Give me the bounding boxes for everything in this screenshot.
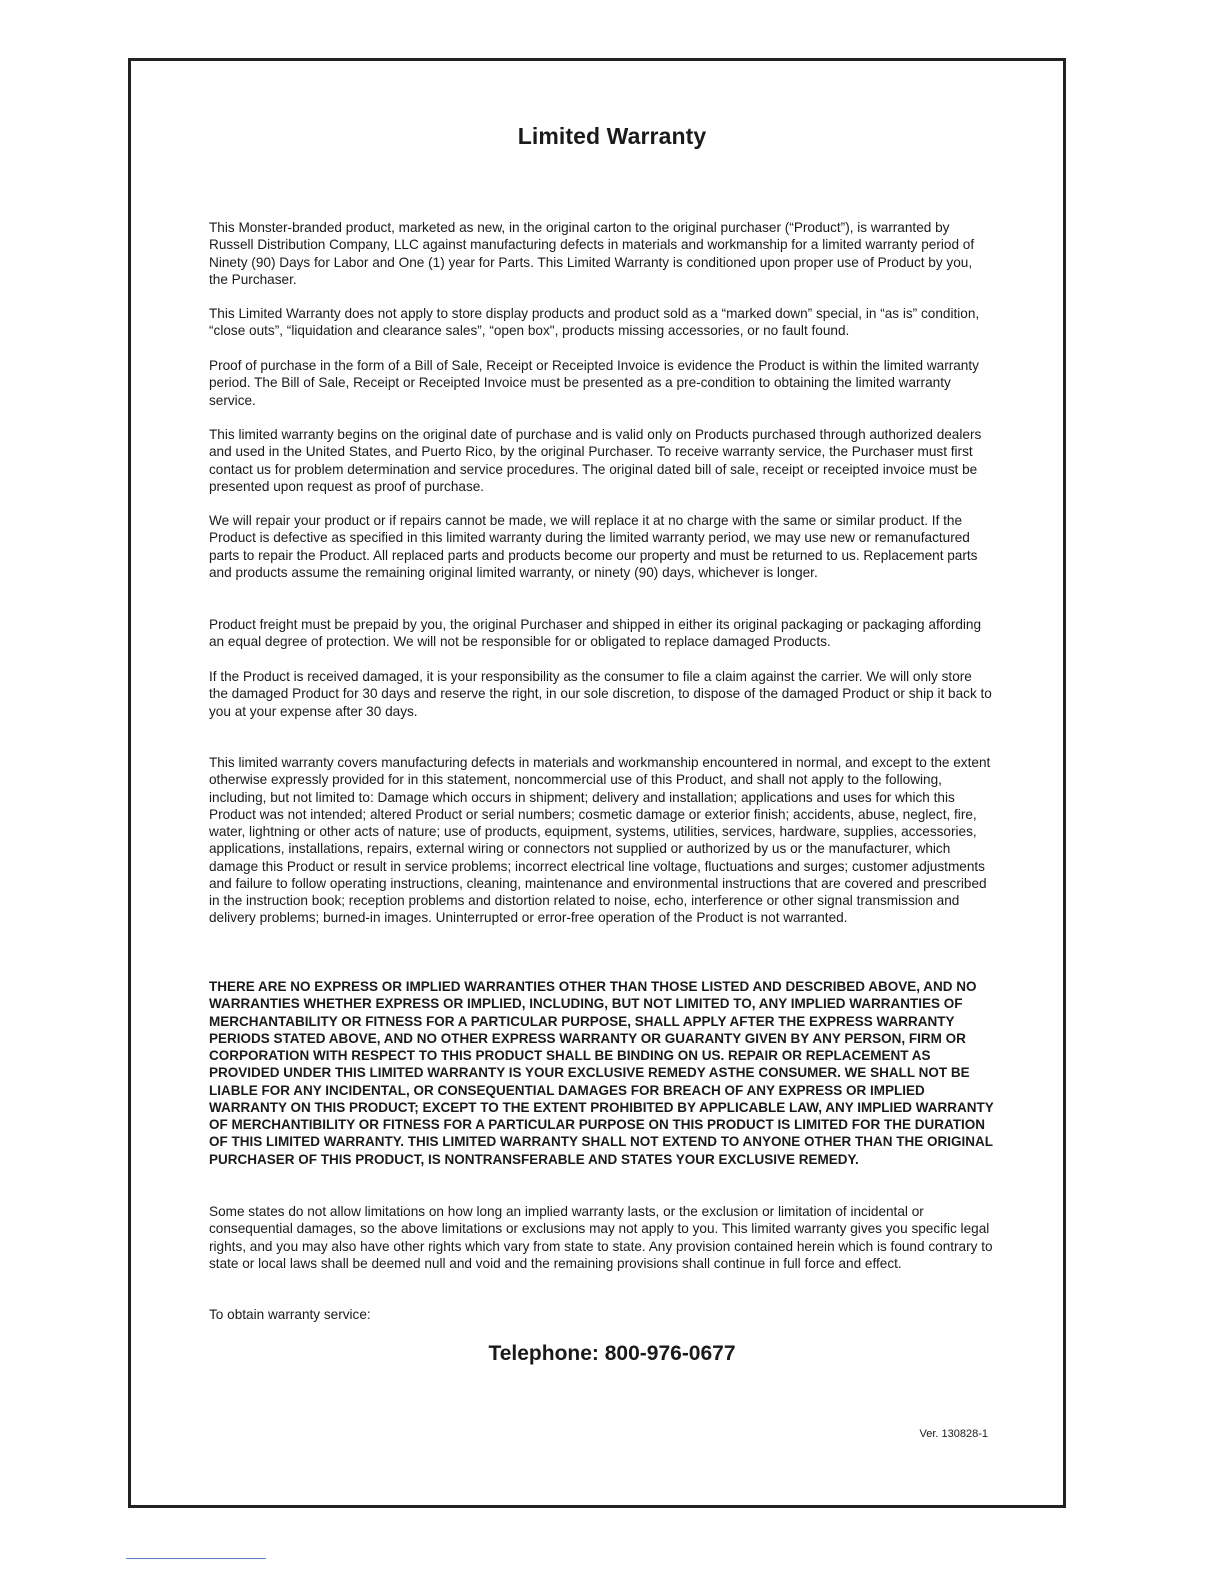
paragraph: We will repair your product or if repairs cannot be made, we will replace it at no charge with the same or similar product. If the Product is defective as specified in this limited warranty during the limited warranty period, we may use new or remanufactured parts to repair the Product. All replaced parts and products become our property and must be returned to us. Replacement parts and products assume the remaining original limited warranty, or ninety (90) days, whichever is longer.: [209, 513, 978, 580]
paragraph: This limited warranty begins on the original date of purchase and is valid only on Products purchased through authorized dealers and used in the United States, and Puerto Rico, by the original Purchaser. To receive warranty service, the Purchaser must first contact us for problem determination and service procedures. The original dated bill of sale, receipt or receipted invoice must be presented upon request as proof of purchase.: [209, 427, 982, 494]
paragraph: Proof of purchase in the form of a Bill of Sale, Receipt or Receipted Invoice is evidence the Product is within the limited warranty period. The Bill of Sale, Receipt or Receipted Invoice must be presented as a pre-condition to obtaining the limited warranty service.: [209, 358, 979, 408]
paragraph-disclaimer: [209, 978, 994, 1168]
paragraph-damaged-product: [209, 668, 994, 720]
paragraph-repair-replace: [209, 512, 994, 581]
paragraph: This Monster-branded product, marketed as new, in the original carton to the original purchaser (“Product”), is warranted by Russell Distribution Company, LLC against manufacturing defects in materials and workmanship for a limited warranty period of Ninety (90) Days for Labor and One (1) year for Parts. This Limited Warranty is conditioned upon proper use of Product by you, the Purchaser.: [209, 220, 975, 287]
version-label: Ver. 130828-1: [919, 1428, 988, 1440]
paragraph: This Limited Warranty does not apply to store display products and product sold as a “marked down” special, in “as is” condition, “close outs”, “liquidation and clearance sales”, “open box", products missing accessories, or no fault found.: [209, 306, 980, 339]
paragraph-state-rights: [209, 1203, 994, 1272]
paragraph-warranty-begins: [209, 426, 994, 495]
paragraph: This limited warranty covers manufacturing defects in materials and workmanship encountered in normal, and except to the extent otherwise expressly provided for in this statement, noncommercial use of this Product, and shall not apply to the following, including, but not limited to: Damage which occurs in shipment; delivery and installation; applications and uses for which this Product was not intended; altered Product or serial numbers; cosmetic damage or exterior finish; accidents, abuse, neglect, fire, water, lightning or other acts of nature; use of products, equipment, systems, utilities, services, hardware, supplies, accessories, applications, installations, repairs, external wiring or connectors not supplied or authorized by us or the manufacturer, which damage this Product or result in service problems; incorrect electrical line voltage, fluctuations and surges; customer adjustments and failure to follow operating instructions, cleaning, maintenance and environmental instructions that are covered and prescribed in the instruction book; reception problems and distortion related to noise, echo, interference or other signal transmission and delivery problems; burned-in images. Uninterrupted or error-free operation of the Product is not warranted.: [209, 755, 991, 926]
footer-rule: [126, 1558, 266, 1559]
paragraph: THERE ARE NO EXPRESS OR IMPLIED WARRANTIES OTHER THAN THOSE LISTED AND DESCRIBED ABOVE, AND NO WARRANTIES WHETHER EXPRESS OR IMPLIED, INCLUDING, BUT NOT LIMITED TO, ANY IMPLIED WARRANTIES OF MERCHANTABILITY OR FITNESS FOR A PARTICULAR PURPOSE, SHALL APPLY AFTER THE EXPRESS WARRANTY PERIODS STATED ABOVE, AND NO OTHER EXPRESS WARRANTY OR GUARANTY GIVEN BY ANY PERSON, FIRM OR CORPORATION WITH RESPECT TO THIS PRODUCT SHALL BE BINDING ON US. REPAIR OR REPLACEMENT AS PROVIDED UNDER THIS LIMITED WARRANTY IS YOUR EXCLUSIVE REMEDY ASTHE CONSUMER. WE SHALL NOT BE LIABLE FOR ANY INCIDENTAL, OR CONSEQUENTIAL DAMAGES FOR BREACH OF ANY EXPRESS OR IMPLIED WARRANTY ON THIS PRODUCT; EXCEPT TO THE EXTENT PROHIBITED BY APPLICABLE LAW, ANY IMPLIED WARRANTY OF MERCHANTIBILITY OR FITNESS FOR A PARTICULAR PURPOSE ON THIS PRODUCT IS LIMITED FOR THE DURATION OF THIS LIMITED WARRANTY. THIS LIMITED WARRANTY SHALL NOT EXTEND TO ANYONE OTHER THAN THE ORIGINAL PURCHASER OF THIS PRODUCT, IS NONTRANSFERABLE AND STATES YOUR EXCLUSIVE REMEDY.: [209, 979, 994, 1167]
paragraph-exclusions-display: [209, 305, 994, 340]
paragraph-proof-of-purchase: [209, 357, 994, 409]
paragraph: If the Product is received damaged, it is your responsibility as the consumer to file a claim against the carrier. We will only store the damaged Product for 30 days and reserve the right, in our sole discretion, to dispose of the damaged Product or ship it back to you at your expense after 30 days.: [209, 669, 992, 719]
telephone-number: Telephone: 800-976-0677: [488, 1342, 736, 1365]
paragraph-freight: [209, 616, 994, 651]
paragraph: Some states do not allow limitations on how long an implied warranty lasts, or the exclusion or limitation of incidental or consequential damages, so the above limitations or exclusions may not apply to you. This limited warranty gives you specific legal rights, and you may also have other rights which vary from state to state. Any provision contained herein which is found contrary to state or local laws shall be deemed null and void and the remaining provisions shall continue in full force and effect.: [209, 1204, 993, 1271]
paragraph-coverage-limits: [209, 754, 994, 927]
paragraph: To obtain warranty service:: [209, 1307, 371, 1322]
paragraph-obtain-service: [209, 1306, 994, 1323]
paragraph: Product freight must be prepaid by you, the original Purchaser and shipped in either its original packaging or packaging affording an equal degree of protection. We will not be responsible for or obligated to replace damaged Products.: [209, 617, 982, 650]
page-title: Limited Warranty: [517, 123, 707, 149]
paragraph-coverage: [209, 219, 994, 288]
